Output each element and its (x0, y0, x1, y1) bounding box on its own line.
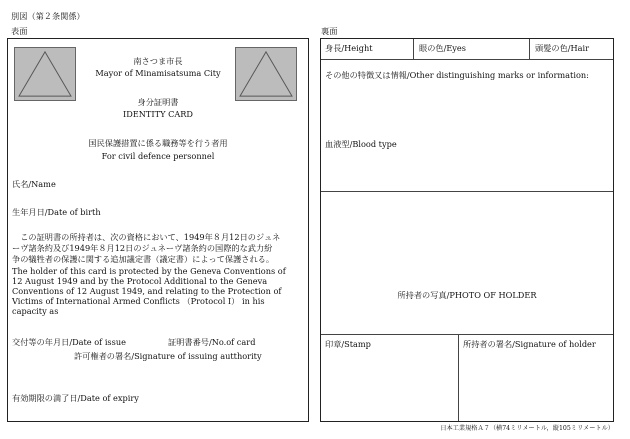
statement-jp-line: 争の犠牲者の保護に関する追加議定書（議定書）によって保護される。 (12, 254, 275, 264)
other-marks-label: その他の特徴又は情報/Other distinguishing marks or information: (325, 70, 589, 80)
front-side-label: 表面 (11, 26, 28, 36)
name-label: 氏名/Name (12, 179, 56, 189)
eyes-label: 眼の色/Eyes (419, 43, 466, 53)
statement-jp-line: この証明書の所持者は、次の資格において、1949年８月12日のジュネ (12, 232, 281, 242)
statement-en-line: Victims of International Armed Conflicts （Protocol I） in his (12, 296, 265, 306)
issuer-en: Mayor of Minamisatsuma City (95, 68, 221, 78)
front-card (7, 38, 309, 422)
statement-en-line: capacity as (12, 306, 59, 316)
divider (321, 334, 613, 335)
photo-label: 所持者の写真/PHOTO OF HOLDER (397, 290, 537, 300)
blood-type-label: 血液型/Blood type (325, 139, 397, 149)
divider (529, 39, 530, 59)
purpose-jp: 国民保護措置に係る職務等を行う者用 (88, 138, 228, 148)
back-side-label: 裏面 (321, 26, 338, 36)
dob-label: 生年月日/Date of birth (12, 207, 101, 217)
divider (321, 59, 613, 60)
authority-signature-label: 許可権者の署名/Signature of issuing autthority (74, 351, 262, 361)
divider (321, 191, 613, 192)
divider (413, 39, 414, 59)
statement-jp-line: ーヴ諸条約及び1949年８月12日のジュネーヴ諸条約の国際的な武力紛 (12, 243, 273, 253)
card-number-label: 証明書番号/No.of card (168, 337, 256, 347)
card-title-en: IDENTITY CARD (122, 109, 193, 119)
hair-label: 頭髪の色/Hair (535, 43, 590, 53)
issue-date-label: 交付等の年月日/Date of issue (12, 337, 126, 347)
purpose-en: For civil defence personnel (101, 151, 215, 161)
height-label: 身長/Height (325, 43, 373, 53)
statement-en-line: 12 August 1949 and by the Protocol Additional to the Geneva (12, 276, 268, 286)
back-card (320, 38, 614, 422)
expiry-label: 有効期限の満了日/Date of expiry (12, 393, 139, 403)
card-title-jp: 身分証明書 (137, 97, 179, 107)
statement-en-line: Conventions of 12 August 1949, and relating to the Protection of (12, 286, 282, 296)
attached-form-label: 別図（第２条関係） (11, 11, 85, 21)
statement-en-line: The holder of this card is protected by the Geneva Conventions of (12, 266, 286, 276)
stamp-label: 印章/Stamp (325, 339, 371, 349)
issuer-jp: 南さつま市長 (133, 56, 183, 66)
size-note: 日本工業規格Ａ７（横74ミリメートル，縦105ミリメートル） (440, 425, 614, 432)
divider (458, 334, 459, 421)
holder-signature-label: 所持者の署名/Signature of holder (463, 339, 596, 349)
